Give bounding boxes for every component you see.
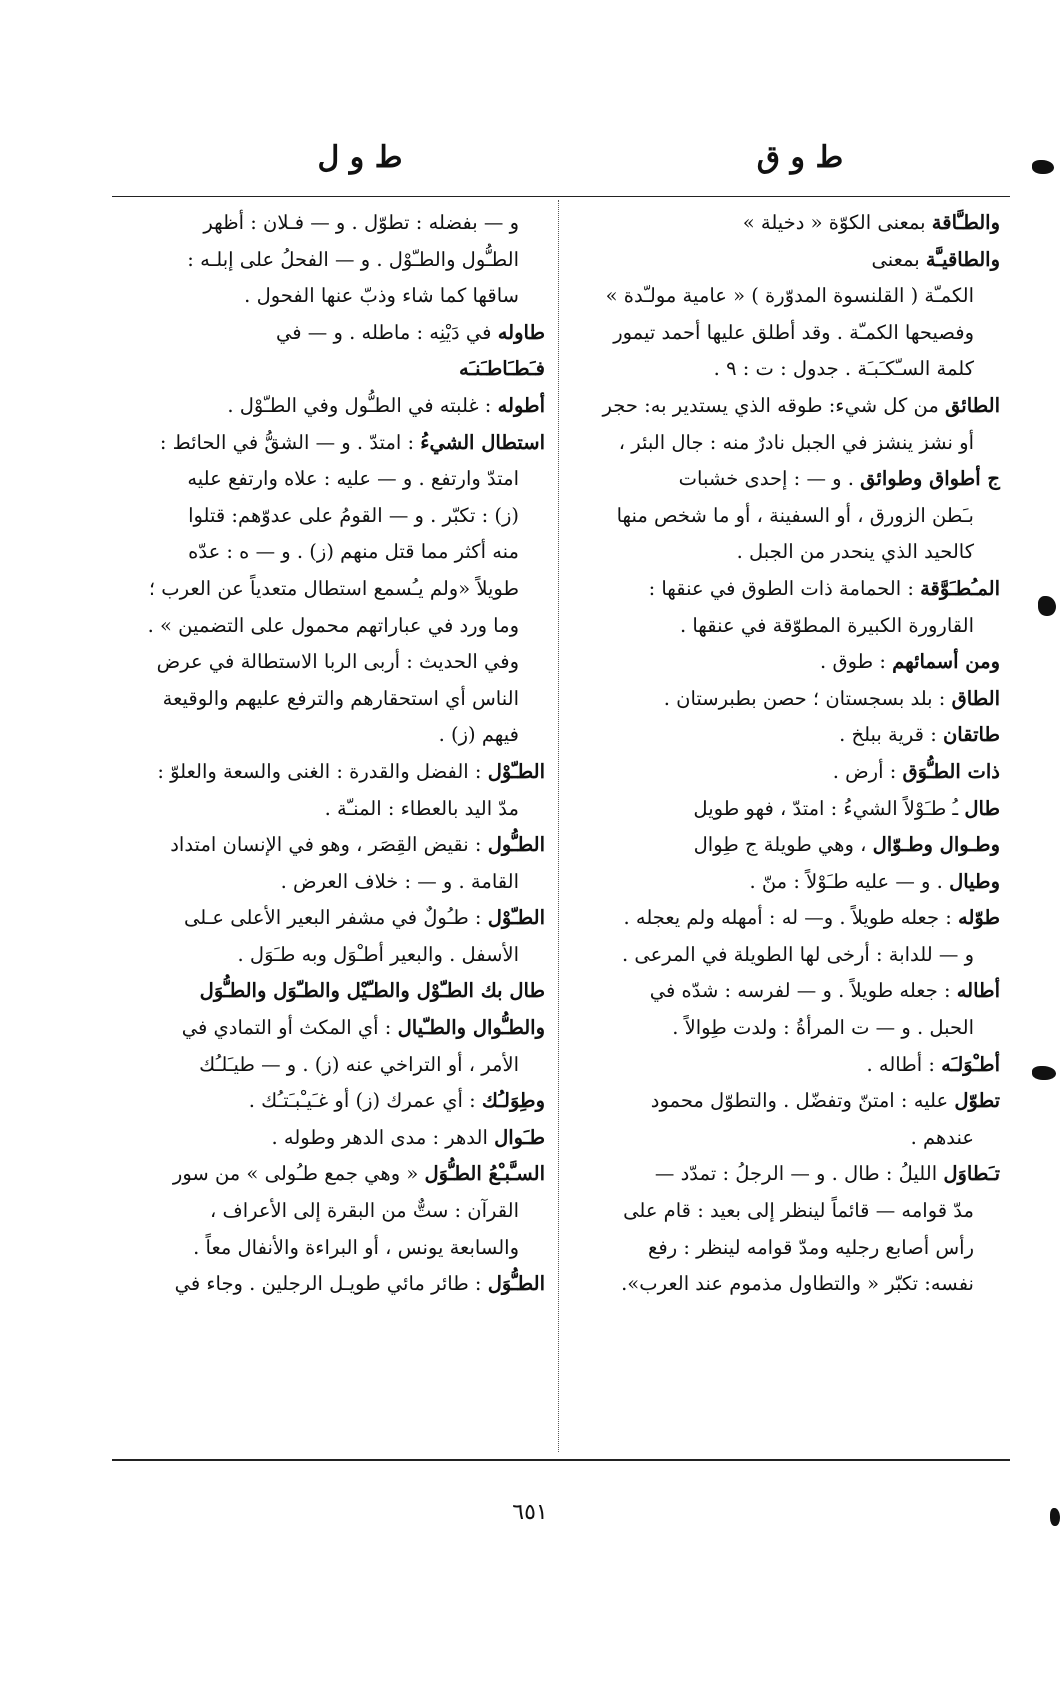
dictionary-line: [117, 461, 545, 498]
headword: طال بك الطـّوْل والطـّيْل والطـّوَل والطـُّوَل: [199, 979, 545, 1003]
headword: طال: [964, 796, 1000, 820]
definition-text: القامة . و — : خلاف العرض .: [280, 869, 519, 893]
definition-text: مدّ قوامه — قائماً لينظر إلى بعيد : قام على: [623, 1199, 974, 1223]
dictionary-line: [572, 973, 1000, 1010]
margin-ink-mark: [1050, 1508, 1060, 1526]
margin-ink-mark: [1038, 596, 1056, 616]
definition-text: : نقيض القِصَر ، وهو في الإنسان امتداد: [170, 833, 488, 857]
dictionary-line: [572, 1120, 1000, 1157]
dictionary-line: [572, 608, 1000, 645]
dictionary-line: [117, 1230, 545, 1267]
definition-text: فيهم (ز) .: [438, 723, 519, 747]
dictionary-line: [572, 461, 1000, 498]
dictionary-line: [117, 681, 545, 718]
definition-text: : بلد بسجستان ؛ حصن بطبرستان .: [663, 686, 952, 710]
definition-text: « وهي جمع طـُولى » من سور: [172, 1162, 425, 1186]
headword: تطوّل: [954, 1089, 1000, 1113]
column-divider: [558, 200, 559, 1452]
definition-text: وفي الحديث : أربى الربا الاستطالة في عرض: [156, 650, 519, 674]
definition-text: : امتدّ . و — الشقُّ في الحائط :: [159, 430, 421, 454]
dictionary-line: [572, 498, 1000, 535]
definition-text: في دَيْنِه : ماطله . و — في: [276, 320, 498, 344]
definition-text: : أطاله .: [866, 1052, 942, 1076]
dictionary-line: [572, 827, 1000, 864]
headword: ج أطواق وطوائق: [860, 467, 1000, 491]
dictionary-line: [572, 571, 1000, 608]
definition-text: بمعنى الكوّة « دخيلة »: [742, 211, 932, 234]
headword: تـَطاوَل: [943, 1162, 1000, 1186]
headword: طاوله: [497, 320, 545, 344]
dictionary-line: [572, 315, 1000, 352]
dictionary-line: [117, 425, 545, 462]
definition-text: والسابعة يونس ، أو البراءة والأنفال معاً .: [193, 1235, 519, 1259]
dictionary-line: [572, 681, 1000, 718]
definition-text: و — للدابة : أرخى لها الطويلة في المرعى .: [621, 942, 974, 966]
dictionary-line: [117, 388, 545, 425]
definition-text: كلمة السـّكـَبـَة . جدول : ت : ٩ .: [713, 357, 974, 381]
dictionary-line: [572, 791, 1000, 828]
definition-text: : أي عمرك (ز) أو غـَيـْبـَتـُك .: [248, 1089, 482, 1113]
headword: الطـّوْل: [487, 759, 545, 783]
dictionary-line: [572, 1156, 1000, 1193]
dictionary-line: [572, 1230, 1000, 1267]
dictionary-line: [572, 205, 1000, 242]
dictionary-line: [117, 534, 545, 571]
headword: أطاله: [956, 979, 1000, 1003]
dictionary-line: [117, 571, 545, 608]
headword: الطائق: [945, 393, 1000, 417]
headword: الطـّوْل: [487, 906, 545, 930]
headword: طـَوال: [494, 1125, 545, 1149]
definition-text: : الفضل والقدرة : الغنى والسعة والعلوّ :: [157, 759, 488, 783]
definition-text: : طائر مائي طويـل الرجلين . وجاء في: [174, 1272, 488, 1296]
left-column: [117, 205, 545, 1303]
dictionary-line: [117, 498, 545, 535]
definition-text: . و — : إحدى خشبات: [678, 467, 861, 491]
definition-text: كالحيد الذي ينحدر من الجبل .: [736, 540, 974, 564]
dictionary-line: [572, 425, 1000, 462]
margin-ink-mark: [1032, 1066, 1056, 1080]
definition-text: بـَطن الزورق ، أو السفينة ، أو ما شخص منها: [616, 503, 974, 527]
dictionary-line: [117, 315, 545, 352]
headword: ومن أسمائهم: [892, 650, 1000, 674]
dictionary-line: [572, 1010, 1000, 1047]
dictionary-line: [572, 1047, 1000, 1084]
dictionary-line: [117, 644, 545, 681]
dictionary-line: [117, 754, 545, 791]
bottom-rule: [112, 1459, 1010, 1461]
definition-text: وما ورد في عباراتهم محمول على التضمين » .: [147, 613, 519, 637]
definition-text: نفسه: تكبّر « والتطاول مذموم عند العرب».: [621, 1272, 974, 1296]
definition-text: عليه : امتنّ وتفضّل . والتطوّل محمود: [650, 1089, 955, 1113]
definition-text: الدهر : مدى الدهر وطوله .: [271, 1125, 495, 1149]
dictionary-line: [117, 1083, 545, 1120]
dictionary-line: [572, 242, 1000, 279]
definition-text: ساقها كما شاء وذبّ عنها الفحول .: [244, 284, 519, 308]
dictionary-line: [117, 1266, 545, 1303]
headword: الطـُّوَل: [487, 1272, 545, 1296]
dictionary-line: [117, 242, 545, 279]
headword: والطـُّوال والطـّيال: [397, 1016, 545, 1040]
definition-text: بمعنى: [871, 247, 926, 271]
definition-text: : قرية ببلخ .: [839, 723, 943, 747]
dictionary-line: [117, 1193, 545, 1230]
definition-text: مدّ اليد بالعطاء : المنـّة .: [324, 796, 519, 820]
dictionary-line: [117, 278, 545, 315]
headword: أطوله: [497, 393, 545, 417]
dictionary-line: [117, 864, 545, 901]
definition-text: امتدّ وارتفع . و — عليه : علاه وارتفع عليه: [187, 467, 519, 491]
definition-text: منه أكثر مما قتل منهم (ز) . و — ه : عدّه: [188, 540, 519, 564]
dictionary-line: [117, 900, 545, 937]
definition-text: : أرض .: [832, 759, 903, 783]
headword: والطاقيـَّة: [925, 247, 1000, 271]
headword: الطـُّول: [487, 833, 545, 857]
dictionary-line: [117, 1156, 545, 1193]
headword: ذات الطـُّوَق: [902, 759, 1000, 783]
dictionary-line: [117, 973, 545, 1010]
right-column-header: ط و ق: [756, 140, 844, 175]
definition-text: طويلاً «ولم يـُسمع استطال متعدياً عن العرب ؛: [148, 576, 519, 600]
top-rule: [112, 196, 1010, 197]
definition-text: الناس أي استحقارهم والترفع عليهم والوقيعة: [162, 686, 519, 710]
dictionary-line: [117, 791, 545, 828]
headword: السـَّبـْعُ الطـُّوَل: [424, 1162, 545, 1186]
headword: والطـَّاقة: [931, 211, 1000, 234]
headword: الطاق: [951, 686, 1000, 710]
definition-text: (ز) : تكبّر . و — القومُ على عدوّهم: قتلوا: [188, 503, 519, 527]
dictionary-line: [572, 937, 1000, 974]
dictionary-line: [117, 351, 545, 388]
definition-text: عندهم .: [910, 1125, 974, 1149]
headword: وطِوَلـُك: [481, 1089, 545, 1113]
dictionary-line: [117, 937, 545, 974]
dictionary-line: [572, 351, 1000, 388]
definition-text: وفصيحها الكمـّة . وقد أطلق عليها أحمد تيمور: [613, 320, 974, 344]
dictionary-line: [572, 754, 1000, 791]
dictionary-line: [572, 1266, 1000, 1303]
dictionary-line: [117, 1120, 545, 1157]
headword: فـَطـَاطـَنـَه: [459, 357, 545, 381]
definition-text: : غلبته في الطـُّول وفي الطـّوْل .: [227, 393, 498, 417]
dictionary-line: [572, 1193, 1000, 1230]
definition-text: : جعله طويلاً . و— له : أمهله ولم يعجله .: [623, 906, 958, 930]
definition-text: الأسفل . والبعير أطـْوَل وبه طـَوَل .: [237, 942, 519, 966]
definition-text: : طـُولٌ في مشفر البعير الأعلى عـلى: [183, 906, 488, 930]
definition-text: الطـُّول والطـّوْل . و — الفحلُ على إبلـه :: [187, 247, 519, 271]
definition-text: القارورة الكبيرة المطوّقة في عنقها .: [679, 613, 974, 637]
headword: وطيال: [949, 869, 1000, 893]
headword: طوّله: [958, 906, 1000, 930]
definition-text: الحبل . و — ت المرأةُ : ولدت طِوالاً .: [672, 1016, 974, 1040]
definition-text: : أي المكث أو التمادي في: [181, 1016, 398, 1040]
definition-text: : طوق .: [820, 650, 893, 674]
dictionary-line: [117, 827, 545, 864]
definition-text: ـُ طـَوْلاً الشيءُ : امتدّ ، فهو طويل: [693, 796, 965, 820]
headword: استطال الشيءُ: [420, 430, 545, 454]
definition-text: . و — عليه طـَوْلاً : منّ .: [749, 869, 950, 893]
definition-text: الأمر ، أو التراخي عنه (ز) . و — طيـَلـُك: [199, 1052, 519, 1076]
definition-text: أو نشز ينشز في الجبل نادرٌ منه : جال البئر ،: [618, 430, 974, 454]
dictionary-line: [117, 205, 545, 242]
definition-text: الكمـّة ( القلنسوة المدوّرة ) « عامية مولـّدة »: [605, 284, 974, 308]
definition-text: الليلُ : طال . و — الرجلُ : تمدّد —: [654, 1162, 944, 1186]
right-column: [572, 205, 1000, 1303]
dictionary-line: [117, 1047, 545, 1084]
definition-text: و — بفضله : تطوّل . و — فـلان : أظهر: [203, 211, 519, 234]
definition-text: من كل شيء: طوقه الذي يستدير به: حجر: [602, 393, 945, 417]
headword: طاتقان: [942, 723, 1000, 747]
headword: أطـْوَلـَه: [941, 1052, 1000, 1076]
margin-ink-mark: [1032, 160, 1054, 174]
dictionary-line: [572, 534, 1000, 571]
definition-text: ، وهي طويلة ج طِوال: [693, 833, 873, 857]
dictionary-line: [572, 1083, 1000, 1120]
dictionary-line: [117, 608, 545, 645]
definition-text: : الحمامة ذات الطوق في عنقها :: [648, 576, 921, 600]
definition-text: : جعله طويلاً . و — لفرسه : شدّه في: [649, 979, 957, 1003]
headword: المـُطـَوَّقة: [920, 576, 1000, 600]
page-number: ٦٥١: [512, 1500, 548, 1525]
definition-text: القرآن : ستٌّ من البقرة إلى الأعراف ،: [209, 1199, 519, 1223]
headword: وطـوال وطـوّال: [872, 833, 1000, 857]
definition-text: رأس أصابع رجليه ومدّ قوامه لينظر : رفع: [648, 1235, 974, 1259]
dictionary-line: [117, 717, 545, 754]
left-column-header: ط و ل: [317, 140, 403, 175]
dictionary-line: [117, 1010, 545, 1047]
dictionary-line: [572, 900, 1000, 937]
dictionary-line: [572, 717, 1000, 754]
dictionary-line: [572, 388, 1000, 425]
dictionary-line: [572, 864, 1000, 901]
dictionary-line: [572, 278, 1000, 315]
dictionary-line: [572, 644, 1000, 681]
